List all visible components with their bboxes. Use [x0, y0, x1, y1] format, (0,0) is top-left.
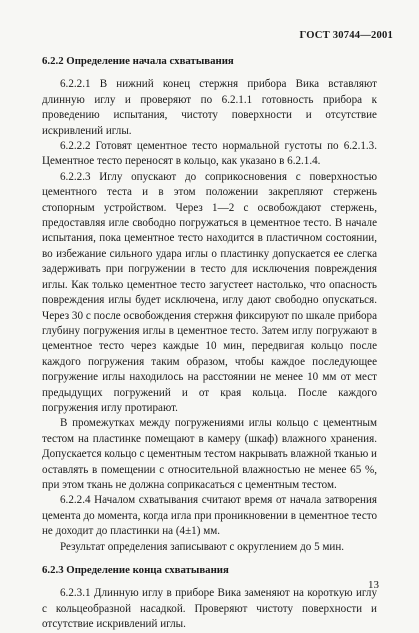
paragraph-6-2-2-4: 6.2.2.4 Началом схватывания считают время от начала затворения цемента до момента, когда игла при проникновении в цементное тесто не доходит до пластинки на (4±1) мм.: [42, 494, 377, 538]
document-body: [42, 54, 377, 633]
paragraph-storage-between: В промежутках между погружениями иглы кольцо с цементным тестом на пластинке помещают в камеру (шкаф) влажного хранения. Допускается кольцо с цементным тестом накрывать влажной тканью и оставлять в помещении с относительной влажностью не менее 65 %, при этом ткань не должна соприкасаться с цементным тестом.: [42, 417, 377, 491]
standard-header: ГОСТ 30744—2001: [299, 30, 393, 41]
paragraph-result: Результат определения записывают с округлением до 5 мин.: [60, 540, 345, 553]
paragraph-6-2-2-3: 6.2.2.3 Иглу опускают до соприкосновения с поверхностью цементного теста и в этом положении закрепляют стержень стопорным устройством. Через 1—2 с освобождают стержень, предоставляя игле свободно погружаться в цементное тесто. В начале испытания, пока цементное тесто находится в пластичном состоянии, во избежание сильного удара иглы о пластинку допускается ее слегка задерживать при погружении в тесто для исключения повреждения иглы. Как только цементное тесто загустеет настолько, что опасность повреждения иглы будет исключена, иглу дают свободно опускаться. Через 30 с после освобождения стержня фиксируют по шкале прибора глубину погружения иглы в цементное тесто. Затем иглу погружают в цементное тесто через каждые 10 мин, передвигая кольцо после каждого погружения таким образом, чтобы каждое последующее погружение иглы находилось на расстоянии не менее 10 мм от мест предыдущих погружений и от края кольца. После каждого погружения иглу протирают.: [42, 170, 377, 414]
section-heading-6-2-2: 6.2.2 Определение начала схватывания: [42, 55, 234, 67]
paragraph-6-2-2-2: 6.2.2.2 Готовят цементное тесто нормальной густоты по 6.2.1.3. Цементное тесто переносят в кольцо, как указано в 6.2.1.4.: [42, 140, 377, 168]
paragraph-6-2-3-1: 6.2.3.1 Длинную иглу в приборе Вика заменяют на короткую иглу с кольцеобразной насадкой. Проверяют чистоту поверхности и отсутствие искривлений иглы.: [42, 587, 377, 631]
paragraph-6-2-2-1: 6.2.2.1 В нижний конец стержня прибора Вика вставляют длинную иглу и проверяют по 6.2.1.1 готовность прибора к проведению испытания, чистоту поверхности и отсутствие искривлений иглы.: [42, 78, 377, 137]
section-heading-6-2-3: 6.2.3 Определение конца схватывания: [42, 564, 229, 576]
page-number: 13: [368, 578, 379, 591]
